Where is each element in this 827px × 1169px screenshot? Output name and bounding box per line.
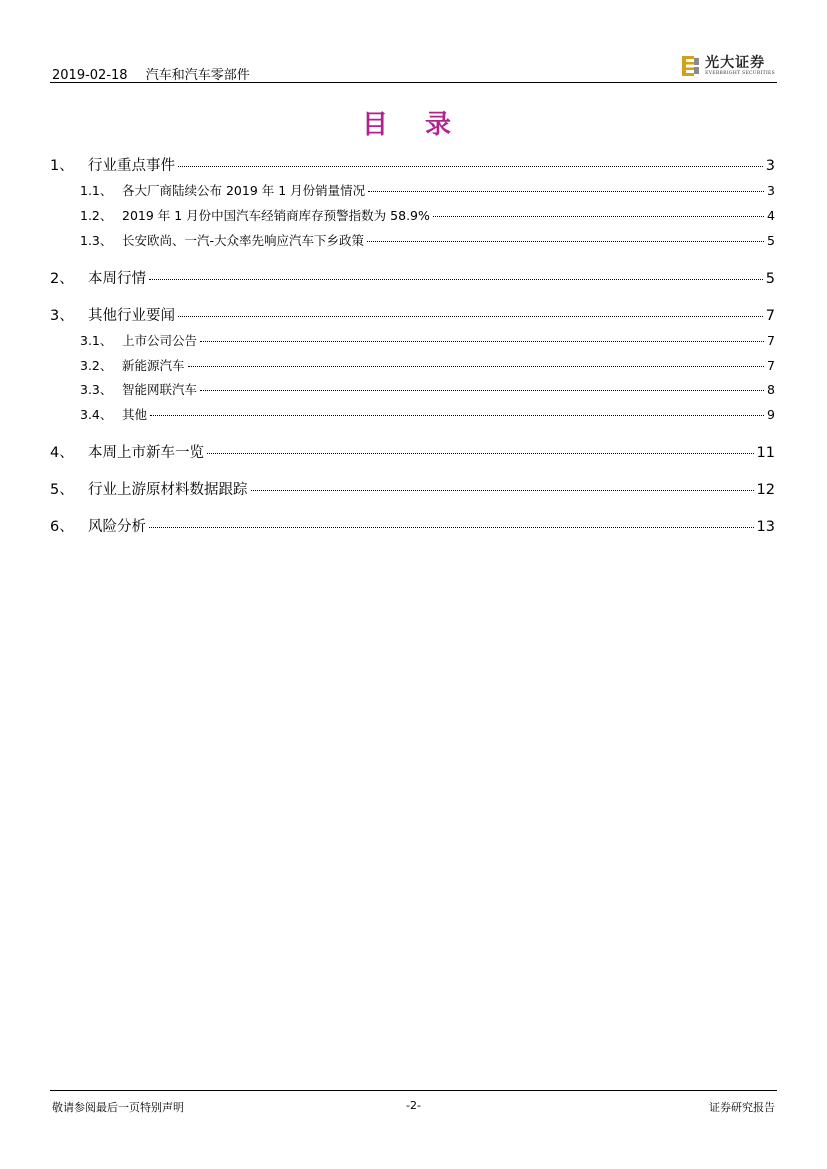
toc-entry-page: 11 xyxy=(756,445,775,461)
toc-entry-number: 1.3、 xyxy=(80,233,113,248)
toc-entry-number: 3.1、 xyxy=(80,333,113,348)
page-header xyxy=(50,52,777,83)
toc-entry-label: 其他行业要闻 xyxy=(88,308,175,324)
toc-entry-number: 3.4、 xyxy=(80,407,113,422)
toc-entry-page: 13 xyxy=(756,519,775,535)
toc-entry-label: 行业上游原材料数据跟踪 xyxy=(88,482,248,498)
toc-entry-number: 3、 xyxy=(50,308,74,324)
toc-entry-label: 各大厂商陆续公布 2019 年 1 月份销量情况 xyxy=(122,183,366,198)
everbright-logo-icon xyxy=(681,54,701,78)
toc-dot-leader xyxy=(188,366,765,367)
toc-entry-label: 上市公司公告 xyxy=(122,333,198,348)
toc-dot-leader xyxy=(200,390,764,391)
toc-entry-number: 1.2、 xyxy=(80,208,113,223)
toc-dot-leader xyxy=(251,490,754,491)
toc-entry-page: 7 xyxy=(767,358,775,373)
toc-entry[interactable] xyxy=(50,154,775,175)
toc-entry[interactable] xyxy=(50,331,775,349)
everbright-logo xyxy=(681,52,775,80)
toc-entry[interactable] xyxy=(50,206,775,224)
toc-entry-number: 3.2、 xyxy=(80,358,113,373)
report-date: 2019-02-18 xyxy=(52,68,128,83)
toc-dot-leader xyxy=(178,166,763,167)
toc-dot-leader xyxy=(150,415,764,416)
toc-entry[interactable] xyxy=(50,304,775,325)
toc-dot-leader xyxy=(207,453,754,454)
toc-dot-leader xyxy=(178,316,763,317)
toc-entry[interactable] xyxy=(50,405,775,423)
toc-entry-label: 其他 xyxy=(122,407,148,422)
toc-entry-page: 9 xyxy=(767,407,775,422)
toc-entry-page: 3 xyxy=(765,158,775,174)
page-number: -2- xyxy=(406,1099,421,1112)
header-left xyxy=(52,64,250,83)
toc-entry-label: 风险分析 xyxy=(88,519,146,535)
logo-chinese-name: 光大证券 xyxy=(705,54,766,71)
toc-dot-leader xyxy=(149,279,763,280)
toc-entry[interactable] xyxy=(50,515,775,536)
toc-entry-page: 5 xyxy=(767,233,775,248)
toc-entry-label: 智能网联汽车 xyxy=(122,382,198,397)
toc-dot-leader xyxy=(200,341,764,342)
toc-entry[interactable] xyxy=(50,441,775,462)
toc-entry[interactable] xyxy=(50,231,775,249)
toc-entry[interactable] xyxy=(50,380,775,398)
toc-title: 目 录 xyxy=(361,110,466,140)
logo-english-name: EVERBRIGHT SECURITIES xyxy=(705,70,775,76)
toc-dot-leader xyxy=(367,241,764,242)
toc-entry-label: 本周上市新车一览 xyxy=(88,445,204,461)
report-type: 证券研究报告 xyxy=(709,1101,775,1114)
page-footer xyxy=(50,1090,777,1115)
disclaimer-note: 敬请参阅最后一页特别声明 xyxy=(52,1101,184,1114)
toc-entry-number: 4、 xyxy=(50,445,74,461)
toc-entry-number: 1.1、 xyxy=(80,183,113,198)
toc-entry-label: 新能源汽车 xyxy=(122,358,185,373)
toc-entry[interactable] xyxy=(50,356,775,374)
toc-entry-page: 7 xyxy=(765,308,775,324)
toc-entry-number: 2、 xyxy=(50,271,74,287)
toc-entry-page: 3 xyxy=(767,183,775,198)
toc-entry-page: 4 xyxy=(767,208,775,223)
toc-entry-number: 1、 xyxy=(50,158,74,174)
toc-entry-page: 12 xyxy=(756,482,775,498)
toc-dot-leader xyxy=(368,191,764,192)
toc-dot-leader xyxy=(433,216,764,217)
toc-entry-label: 长安欧尚、一汽-大众率先响应汽车下乡政策 xyxy=(122,233,365,248)
report-category: 汽车和汽车零部件 xyxy=(145,68,250,83)
toc-entry-label: 行业重点事件 xyxy=(88,158,175,174)
toc-dot-leader xyxy=(149,527,754,528)
toc-entry-label: 本周行情 xyxy=(88,271,146,287)
toc-entry-label: 2019 年 1 月份中国汽车经销商库存预警指数为 58.9% xyxy=(122,208,430,223)
toc-entry[interactable] xyxy=(50,181,775,199)
toc-entry-number: 6、 xyxy=(50,519,74,535)
toc-entry-page: 7 xyxy=(767,333,775,348)
toc-entry[interactable] xyxy=(50,267,775,288)
toc-entry[interactable] xyxy=(50,478,775,499)
toc-entry-number: 5、 xyxy=(50,482,74,498)
toc-entry-page: 5 xyxy=(765,271,775,287)
toc-entry-page: 8 xyxy=(767,382,775,397)
toc-entry-number: 3.3、 xyxy=(80,382,113,397)
